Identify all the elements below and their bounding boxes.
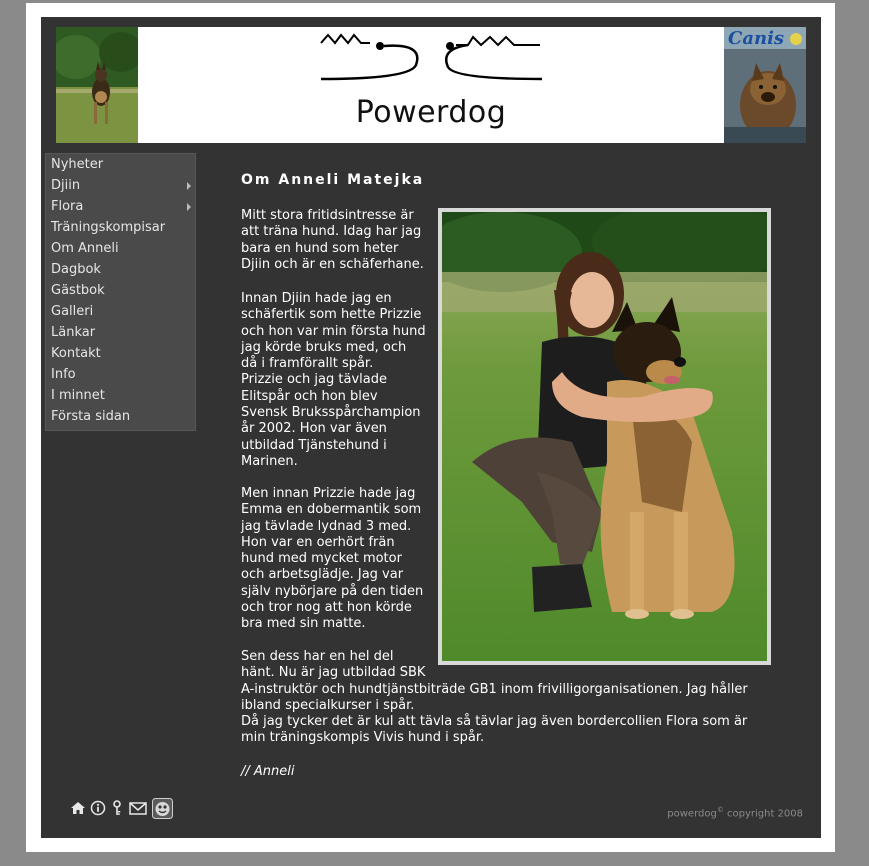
text-line: Sen dess har en hel del xyxy=(241,649,394,664)
text-line: hund med mycket motor xyxy=(241,551,402,567)
text-line: och hon var min första hund xyxy=(241,323,426,339)
menu-item-om-anneli[interactable] xyxy=(46,238,195,259)
menu-item-label: Första sidan xyxy=(51,409,131,424)
menu-item-djiin[interactable] xyxy=(46,175,195,196)
text-line: Då jag tycker det är kul att tävla så tävlar jag även bordercollien Flora som är xyxy=(241,714,748,730)
text-line: Djiin och är en schäferhane. xyxy=(241,256,424,272)
text-line: och arbetsglädje. Jag var xyxy=(241,567,404,583)
menu-item-lankar[interactable] xyxy=(46,322,195,343)
text-line: Mitt stora fritidsintresse är xyxy=(241,208,414,223)
logo-faces-icon xyxy=(138,27,724,87)
logo-text: Powerdog xyxy=(355,95,507,130)
text-line: Innan Djiin hade jag en xyxy=(241,291,392,306)
banner-dog-photo xyxy=(56,27,138,143)
text-line: år 2002. Hon var även xyxy=(241,421,387,437)
text-line: Elitspår och hon blev xyxy=(241,388,378,404)
menu-item-label: Galleri xyxy=(51,304,94,319)
copyright xyxy=(667,806,803,819)
paragraph-1 xyxy=(241,208,431,273)
menu-item-i-minnet[interactable] xyxy=(46,385,195,406)
menu-item-kontakt[interactable] xyxy=(46,343,195,364)
text-line: utbildad Tjänstehund i xyxy=(241,437,387,453)
menu-item-label: Länkar xyxy=(51,325,96,340)
paragraph-2 xyxy=(241,291,431,470)
menu-item-dagbok[interactable] xyxy=(46,259,195,280)
mail-icon[interactable] xyxy=(129,800,147,816)
text-line: Men innan Prizzie hade jag xyxy=(241,486,416,501)
text-line: jag körde bruks med, och xyxy=(241,339,407,355)
text-line: Prizzie och jag tävlade xyxy=(241,372,387,388)
text-line: A-instruktör och hundtjänstbiträde GB1 inom frivilligorganisationen. Jag håller xyxy=(241,681,748,697)
menu-item-label: Dagbok xyxy=(51,262,101,277)
menu-item-label: I minnet xyxy=(51,388,105,403)
text-line: schäfertik som hette Prizzie xyxy=(241,307,422,323)
menu-item-forsta-sidan[interactable] xyxy=(46,406,195,427)
text-line: ibland specialkurser i spår. xyxy=(241,697,415,713)
menu-item-label: Träningskompisar xyxy=(51,220,166,235)
text-line: Svensk Bruksspårchampion xyxy=(241,405,421,421)
paragraph-3 xyxy=(241,486,431,633)
menu-item-info[interactable] xyxy=(46,364,195,385)
menu-item-label: Om Anneli xyxy=(51,241,119,256)
menu-item-label: Flora xyxy=(51,199,84,214)
submenu-arrow-icon xyxy=(187,203,191,211)
banner-logo xyxy=(138,27,724,143)
menu-item-label: Kontakt xyxy=(51,346,101,361)
text-line: Emma en dobermantik som xyxy=(241,502,422,518)
home-icon[interactable] xyxy=(70,800,86,816)
text-line: min träningskompis Vivis hund i spår. xyxy=(241,730,485,746)
menu-item-gastbok[interactable] xyxy=(46,280,195,301)
side-menu xyxy=(45,153,196,431)
text-line: bra med sin matte. xyxy=(241,616,366,632)
copyright-text: copyright 2008 xyxy=(723,808,803,820)
smiley-icon[interactable] xyxy=(152,798,173,819)
banner-magazine-cover xyxy=(724,27,806,143)
info-icon[interactable] xyxy=(90,800,106,816)
text-line: bara en hund som heter xyxy=(241,240,399,256)
menu-item-traningskompisar[interactable] xyxy=(46,217,195,238)
text-line: Marinen. xyxy=(241,453,298,469)
text-line: hänt. Nu är jag utbildad SBK xyxy=(241,665,426,681)
page-title: Om Anneli Matejka xyxy=(241,172,425,188)
menu-item-label: Gästbok xyxy=(51,283,105,298)
menu-item-galleri[interactable] xyxy=(46,301,195,322)
menu-item-label: Info xyxy=(51,367,76,382)
magazine-title: Canis xyxy=(728,28,785,49)
text-line: Hon var en oerhört frän xyxy=(241,534,395,550)
menu-item-label: Djiin xyxy=(51,178,81,193)
submenu-arrow-icon xyxy=(187,182,191,190)
text-line: och tror nog att hon körde xyxy=(241,600,412,616)
text-line: själv nybörjare på den tiden xyxy=(241,583,424,599)
key-icon[interactable] xyxy=(111,800,123,816)
copyright-brand: powerdog xyxy=(667,808,717,820)
copyright-mark: © xyxy=(716,806,724,814)
menu-item-flora[interactable] xyxy=(46,196,195,217)
text-line: att träna hund. Idag har jag xyxy=(241,224,422,240)
text-line: då i framförallt spår. xyxy=(241,356,374,372)
menu-item-nyheter[interactable] xyxy=(46,154,195,175)
signature: // Anneli xyxy=(241,764,295,779)
menu-item-label: Nyheter xyxy=(51,157,104,172)
anneli-with-dog-photo xyxy=(438,208,771,665)
text-line: jag tävlade lydnad 3 med. xyxy=(241,518,412,534)
